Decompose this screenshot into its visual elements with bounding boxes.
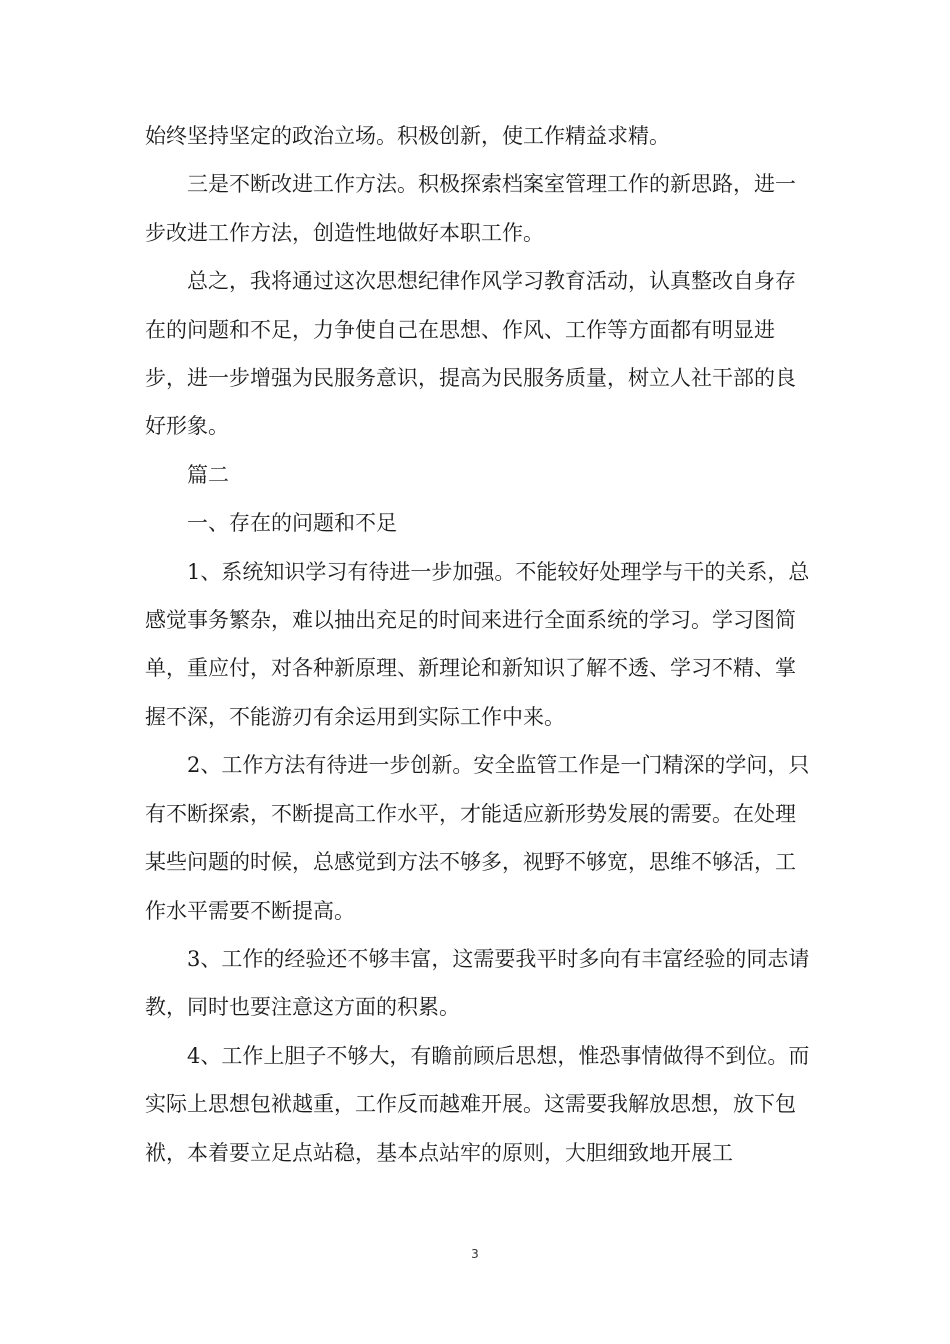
body-text: [145, 112, 810, 1177]
list-item-3: 3、工作的经验还不够丰富，这需要我平时多向有丰富经验的同志请教，同时也要注意这方面的积累。: [145, 946, 810, 1020]
section-heading: 篇二: [187, 462, 229, 487]
page-number: 3: [471, 1247, 479, 1261]
subsection-heading: 一、存在的问题和不足: [187, 511, 397, 536]
paragraph-method: 三是不断改进工作方法。积极探索档案室管理工作的新思路，进一步改进工作方法，创造性地做好本职工作。: [145, 172, 796, 245]
paragraph-continuation: 始终坚持坚定的政治立场。积极创新，使工作精益求精。: [145, 124, 670, 148]
list-item-1: 1、系统知识学习有待进一步加强。不能较好处理学与干的关系，总感觉事务繁杂，难以抽出充足的时间来进行全面系统的学习。学习图简单，重应付，对各种新原理、新理论和新知识了解不透、学习不精、掌握不深，不能游刃有余运用到实际工作中来。: [145, 559, 810, 729]
list-item-4: 4、工作上胆子不够大，有瞻前顾后思想，惟恐事情做得不到位。而实际上思想包袱越重，工作反而越难开展。这需要我解放思想，放下包袱，本着要立足点站稳，基本点站牢的原则，大胆细致地开展工: [145, 1043, 810, 1165]
paragraph-summary: 总之，我将通过这次思想纪律作风学习教育活动，认真整改自身存在的问题和不足，力争使自己在思想、作风、工作等方面都有明显进步，进一步增强为民服务意识，提高为民服务质量，树立人社干部的良好形象。: [145, 269, 796, 439]
list-item-2: 2、工作方法有待进一步创新。安全监管工作是一门精深的学问，只有不断探索，不断提高工作水平，才能适应新形势发展的需要。在处理某些问题的时候，总感觉到方法不够多，视野不够宽，思维不够活，工作水平需要不断提高。: [145, 753, 810, 923]
